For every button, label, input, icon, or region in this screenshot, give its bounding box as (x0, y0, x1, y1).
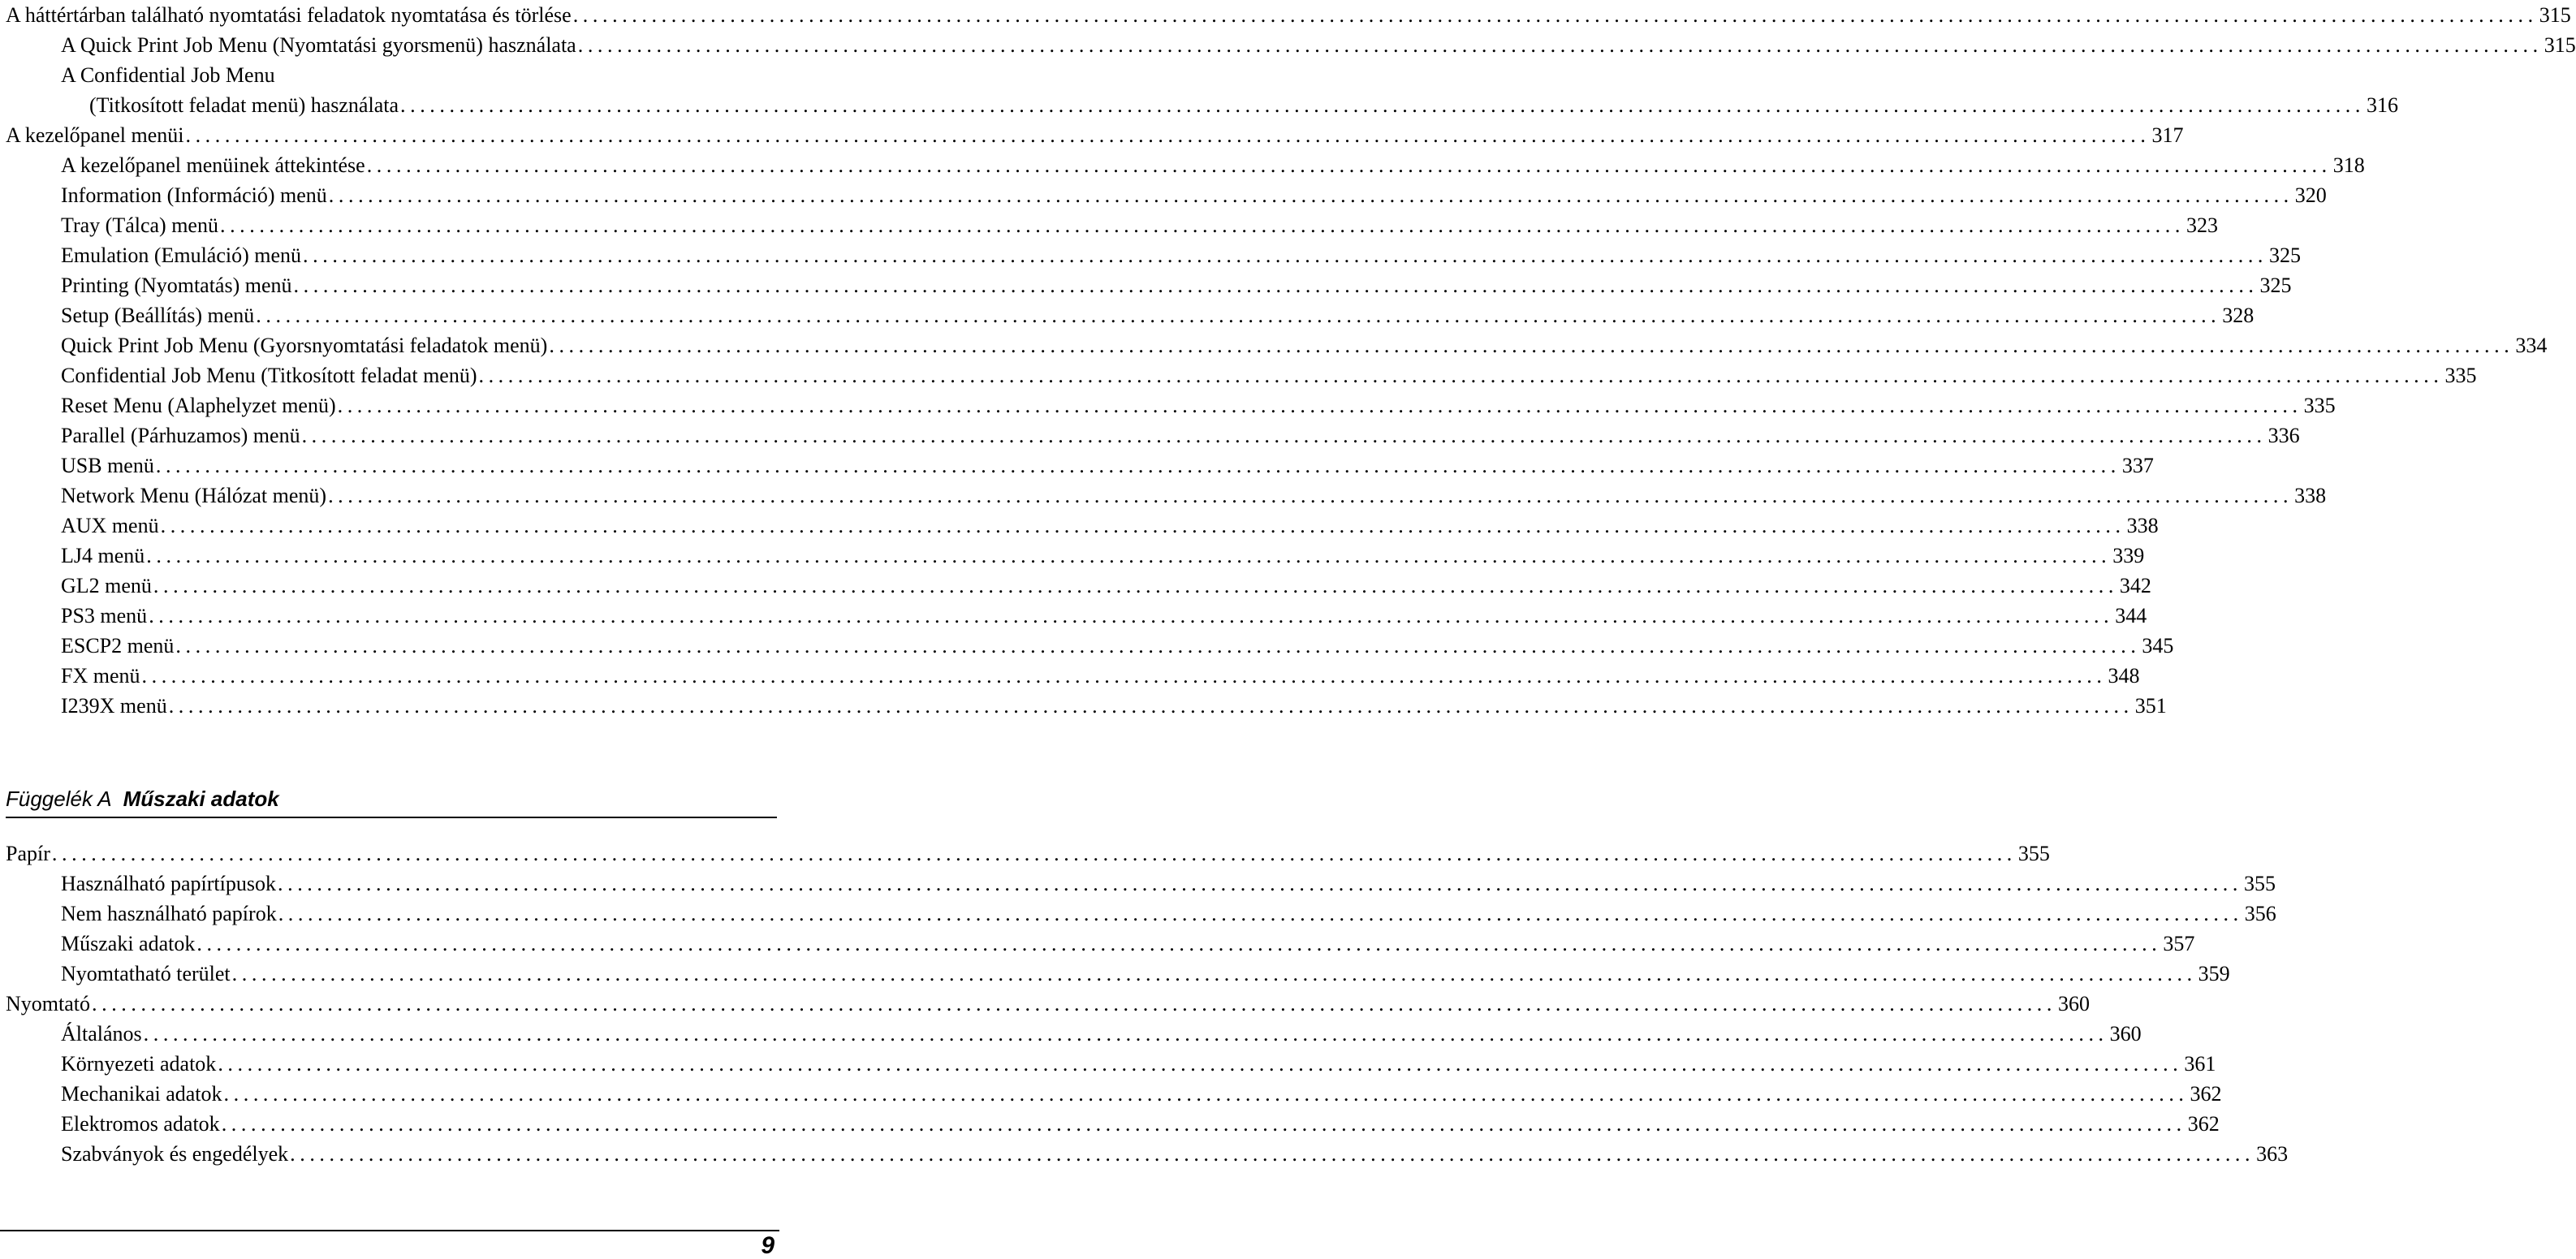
dot-leader: ........................................................................................................................................................................................................ (219, 213, 2185, 237)
toc-entry-title: Printing (Nyomtatás) menü (61, 274, 292, 297)
appendix-title: Műszaki adatok (123, 787, 279, 811)
toc-entry-title: Környezeti adatok (61, 1052, 217, 1076)
toc-entry-title: Általános (61, 1022, 142, 1046)
appendix-prefix: Függelék A (6, 787, 112, 811)
toc-entry-page: 345 (2142, 634, 2174, 658)
toc-entry-page: 362 (2187, 1112, 2220, 1136)
appendix-heading (6, 783, 777, 818)
toc-entry-title: A Quick Print Job Menu (Nyomtatási gyorsmenü) használata (61, 33, 576, 57)
toc-entry[interactable] (6, 541, 2145, 571)
toc-entry[interactable] (6, 1079, 2222, 1109)
dot-leader: ........................................................................................................................................................................................................ (400, 93, 2365, 117)
toc-entry-page: 335 (2303, 394, 2336, 417)
toc-entry-title: Nyomtatható terület (61, 962, 231, 985)
toc-entry-title: Elektromos adatok (61, 1112, 220, 1136)
dot-leader: ........................................................................................................................................................................................................ (196, 932, 2162, 955)
toc-entry-page: 363 (2256, 1142, 2289, 1166)
toc-entry[interactable] (6, 929, 2195, 959)
toc-entry-page: 334 (2515, 334, 2548, 357)
toc-entry-title: A háttértárban található nyomtatási feladatok nyomtatása és törlése (6, 3, 572, 27)
toc-entry-page: 342 (2119, 574, 2151, 597)
toc-entry-title: FX menü (61, 664, 140, 688)
toc-entry[interactable] (6, 989, 2090, 1019)
dot-leader: ........................................................................................................................................................................................................ (328, 183, 2293, 207)
toc-entry-title: Information (Információ) menü (61, 183, 327, 207)
toc-entry-page: 315 (2544, 33, 2576, 57)
toc-entry-title: Nem használható papírok (61, 902, 277, 925)
page-number: 9 (761, 1232, 775, 1259)
toc-entry[interactable] (6, 120, 2184, 150)
toc-entry[interactable] (6, 1139, 2289, 1169)
toc-entry-title: A kezelőpanel menüinek áttekintése (61, 153, 365, 177)
toc-entry[interactable] (6, 571, 2151, 601)
toc-entry-title: Szabványok és engedélyek (61, 1142, 289, 1166)
dot-leader: ........................................................................................................................................................................................................ (290, 1142, 2255, 1166)
toc-entry-title: LJ4 menü (61, 544, 145, 567)
toc-entry-page: 360 (2058, 992, 2090, 1015)
toc-entry-page: 338 (2294, 484, 2327, 507)
toc-entry-page: 357 (2163, 932, 2195, 955)
toc-entry[interactable] (6, 360, 2477, 390)
toc-entry[interactable] (6, 511, 2159, 541)
toc-entry-title: Emulation (Emuláció) menü (61, 244, 302, 267)
toc-entry-page: 316 (2367, 93, 2398, 117)
dot-leader: ........................................................................................................................................................................................................ (278, 902, 2243, 925)
dot-leader: ........................................................................................................................................................................................................ (328, 484, 2293, 507)
dot-leader: ........................................................................................................................................................................................................ (278, 872, 2242, 895)
toc-entry[interactable] (6, 691, 2167, 721)
toc-entry-page: 362 (2190, 1082, 2222, 1106)
toc-entry-page: 336 (2267, 424, 2300, 447)
toc-entry-page: 328 (2222, 304, 2255, 327)
toc-entry-page: 317 (2151, 123, 2184, 147)
toc-entry-title: Műszaki adatok (61, 932, 196, 955)
toc-entry-title: I239X menü (61, 694, 167, 718)
toc-entry-title: Papír (6, 842, 50, 865)
toc-entry-page: 348 (2108, 664, 2140, 688)
toc-entry-page: 361 (2184, 1052, 2216, 1076)
toc-entry-page: 355 (2244, 872, 2276, 895)
toc-entry-title: Használható papírtípusok (61, 872, 276, 895)
toc-entry[interactable] (6, 451, 2154, 481)
dot-leader: ........................................................................................................................................................................................................ (143, 1022, 2108, 1046)
toc-entry[interactable] (6, 481, 2327, 511)
toc-entry-title: PS3 menü (61, 604, 148, 627)
toc-entry-title: Confidential Job Menu (Titkosított feladat menü) (61, 364, 477, 387)
toc-entry-title: A Confidential Job Menu (61, 63, 275, 87)
toc-entry[interactable] (6, 180, 2327, 210)
toc-entry-page: 325 (2269, 244, 2302, 267)
toc-entry-title: Setup (Beállítás) menü (61, 304, 255, 327)
dot-leader: ........................................................................................................................................................................................................ (293, 274, 2259, 297)
toc-entry-title: USB menü (61, 454, 154, 477)
dot-leader: ........................................................................................................................................................................................................ (549, 334, 2514, 357)
dot-leader: ........................................................................................................................................................................................................ (155, 454, 2121, 477)
toc-entry-page: 359 (2198, 962, 2230, 985)
toc-entry-page: 338 (2126, 514, 2159, 537)
toc-entry-page: 344 (2115, 604, 2147, 627)
toc-entry[interactable] (6, 869, 2276, 899)
dot-leader: ........................................................................................................................................................................................................ (223, 1082, 2189, 1106)
toc-entry[interactable] (6, 330, 2548, 360)
table-of-contents (6, 0, 2576, 721)
appendix-table-of-contents (6, 839, 2289, 1169)
toc-entry[interactable] (6, 270, 2292, 300)
dot-leader: ........................................................................................................................................................................................................ (92, 992, 2056, 1015)
toc-entry[interactable] (6, 60, 751, 90)
dot-leader: ........................................................................................................................................................................................................ (221, 1112, 2186, 1136)
toc-entry-page: 355 (2017, 842, 2050, 865)
toc-entry[interactable] (6, 30, 2576, 60)
toc-entry[interactable] (6, 1049, 2216, 1079)
toc-entry-title: Tray (Tálca) menü (61, 213, 218, 237)
toc-entry-title: AUX menü (61, 514, 159, 537)
toc-entry[interactable] (6, 1109, 2220, 1139)
dot-leader: ........................................................................................................................................................................................................ (478, 364, 2444, 387)
footer-divider (0, 1230, 779, 1231)
toc-entry[interactable] (6, 959, 2230, 989)
dot-leader: ........................................................................................................................................................................................................ (146, 544, 2112, 567)
toc-entry[interactable] (6, 210, 2218, 240)
toc-entry-title: ESCP2 menü (61, 634, 175, 658)
toc-entry[interactable] (6, 1019, 2142, 1049)
toc-entry-page: 356 (2244, 902, 2276, 925)
dot-leader: ........................................................................................................................................................................................................ (301, 424, 2267, 447)
dot-leader: ........................................................................................................................................................................................................ (231, 962, 2197, 985)
toc-entry-page: 315 (2539, 3, 2571, 27)
dot-leader: ........................................................................................................................................................................................................ (337, 394, 2302, 417)
toc-entry[interactable] (6, 601, 2147, 631)
toc-entry-page: 337 (2121, 454, 2154, 477)
toc-entry-page: 320 (2294, 183, 2327, 207)
toc-entry-page: 351 (2134, 694, 2167, 718)
toc-entry-title: Network Menu (Hálózat menü) (61, 484, 327, 507)
toc-entry-page: 318 (2332, 153, 2365, 177)
dot-leader: ........................................................................................................................................................................................................ (366, 153, 2332, 177)
dot-leader: ........................................................................................................................................................................................................ (572, 3, 2538, 27)
toc-entry[interactable] (6, 661, 2140, 691)
toc-entry-page: 360 (2109, 1022, 2142, 1046)
toc-entry[interactable] (6, 420, 2300, 451)
dot-leader: ........................................................................................................................................................................................................ (168, 694, 2134, 718)
toc-entry-page: 335 (2444, 364, 2477, 387)
toc-entry[interactable] (6, 240, 2302, 270)
toc-entry[interactable] (6, 839, 2050, 869)
toc-entry-page: 323 (2186, 213, 2218, 237)
toc-entry[interactable] (6, 150, 2365, 180)
dot-leader: ........................................................................................................................................................................................................ (218, 1052, 2183, 1076)
dot-leader: ........................................................................................................................................................................................................ (51, 842, 2017, 865)
toc-entry-title: (Titkosított feladat menü) használata (89, 93, 399, 117)
toc-entry-title: Parallel (Párhuzamos) menü (61, 424, 300, 447)
toc-entry-title: Quick Print Job Menu (Gyorsnyomtatási feladatok menü) (61, 334, 548, 357)
toc-entry-title: Mechanikai adatok (61, 1082, 222, 1106)
dot-leader: ........................................................................................................................................................................................................ (256, 304, 2221, 327)
toc-entry-page: 339 (2112, 544, 2145, 567)
dot-leader: ........................................................................................................................................................................................................ (303, 244, 2268, 267)
dot-leader: ........................................................................................................................................................................................................ (141, 664, 2107, 688)
dot-leader: ........................................................................................................................................................................................................ (149, 604, 2114, 627)
toc-entry-title: Reset Menu (Alaphelyzet menü) (61, 394, 336, 417)
toc-entry-title: GL2 menü (61, 574, 152, 597)
toc-entry[interactable] (6, 300, 2255, 330)
dot-leader: ........................................................................................................................................................................................................ (175, 634, 2141, 658)
toc-entry[interactable] (6, 390, 2336, 420)
toc-entry-title: Nyomtató (6, 992, 90, 1015)
toc-entry[interactable] (6, 0, 2571, 30)
toc-entry[interactable] (6, 90, 2398, 120)
toc-entry[interactable] (6, 899, 2276, 929)
toc-entry-title: A kezelőpanel menüi (6, 123, 184, 147)
toc-entry-page: 325 (2259, 274, 2292, 297)
dot-leader: ........................................................................................................................................................................................................ (577, 33, 2543, 57)
dot-leader: ........................................................................................................................................................................................................ (153, 574, 2118, 597)
dot-leader: ........................................................................................................................................................................................................ (185, 123, 2151, 147)
dot-leader: ........................................................................................................................................................................................................ (160, 514, 2125, 537)
toc-entry[interactable] (6, 631, 2174, 661)
